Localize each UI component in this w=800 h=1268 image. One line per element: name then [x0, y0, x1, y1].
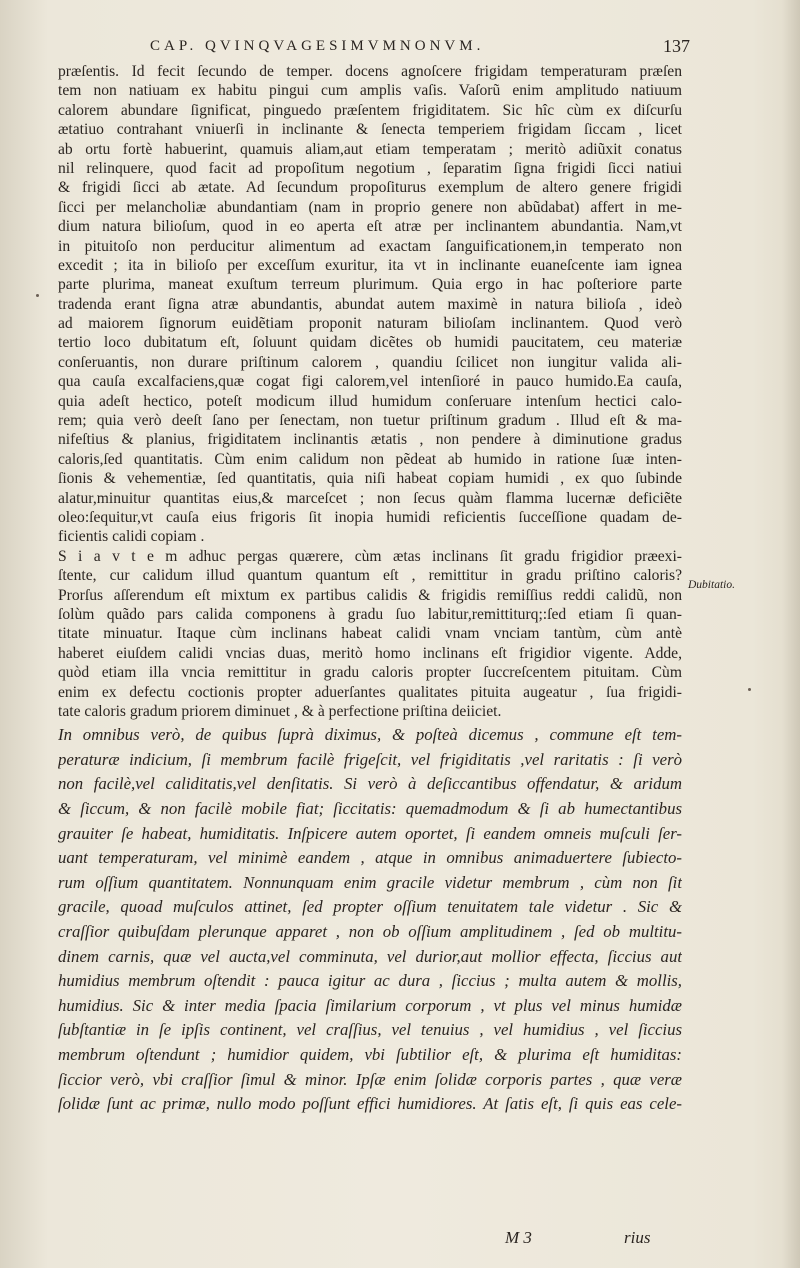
body-text: [58, 62, 682, 1117]
italic-text-line: humidius membrum oſtendit : pauca igitur ac dura , ſiccius ; multa autem & mollis,: [58, 971, 682, 991]
text-line: quia adeſt hectico, poteſt modicum illud humidum conſeruare intenſum hectici calo-: [58, 392, 682, 410]
italic-text-line: uant temperaturam, vel minimè eandem , atque in omnibus animaduertere ſubiecto-: [58, 848, 682, 868]
text-line: ætatiuo contrahant vniuerſi in inclinante & ſenecta temperiem frigidam ſiccam , licet: [58, 121, 682, 139]
text-line: alatur,minuitur quantitas eius,& marceſcet ; non ſecus quàm flamma lucernæ deficiẽte: [58, 489, 682, 507]
page-number: 137: [663, 36, 690, 56]
text-line: nil relinquere, quod facit ad propoſitum negotium , ſeparatim ſigna frigidi ſicci natiui: [58, 159, 682, 177]
roman-text-block: [58, 62, 682, 721]
running-title: CAP. QVINQVAGESIMVMNONVM.: [150, 38, 485, 54]
text-line: oleo:ſequitur,vt cauſa eius frigoris ſit inopia humidi reficientis ſucceſſione quadam de-: [58, 508, 682, 526]
text-line: S i a v t e m adhuc pergas quærere, cùm ætas inclinans ſit gradu frigidior præexi-: [58, 547, 682, 565]
italic-text-line: ſolidæ ſunt ac primæ, nullo modo poſſunt effici humidiores. At ſatis eſt, ſi quis eas cele-: [58, 1094, 682, 1114]
text-line: titate minuatur. Itaque cùm inclinans habeat calidi vnam vnciam tantùm, cùm antè: [58, 625, 682, 643]
text-line: rem; quia verò deeſt ſano per ſenectam, non tuetur priſtinum gradum . Illud eſt & ma-: [58, 412, 682, 430]
italic-text-line: non facilè,vel caliditatis,vel denſitatis. Si verò à deſiccantibus offendatur, & aridum: [58, 774, 682, 794]
italic-text-line: peraturæ indicium, ſi membrum facilè frigeſcit, vel frigiditatis ,vel raritatis : ſi verò: [58, 749, 682, 769]
text-line: quòd etiam illa vncia remittitur in gradu caloris propter ſuccreſcentem pituitam. Cùm: [58, 664, 682, 682]
italic-text-line: rum oſſium quantitatem. Nonnunquam enim gracile videtur membrum , cùm non ſit: [58, 872, 682, 892]
text-line: & frigidi ſicci ab ætate. Ad ſecundum propoſiturus exemplum de altero genere frigidi: [58, 179, 682, 197]
text-line: ab ortu fortè habuerint, quamuis aliam,aut etiam temperatam ; meritò adiũxit conatus: [58, 140, 682, 158]
text-line: ſolùm quãdo pars calida componens à gradu ſuo labitur,remittiturq;:ſed etiam ſi quan-: [58, 605, 682, 623]
text-line: dium natura bilioſum, quod in eo aperta eſt atræ per inclinantem abundantia. Nam,vt: [58, 218, 682, 236]
catchword: rius: [624, 1228, 651, 1247]
italic-text-line: gracile, quoad muſculos attinet, ſed propter oſſium tenuitatem tale videtur . Sic &: [58, 897, 682, 917]
text-line: præſentis. Id fecit ſecundo de temper. docens agnoſcere frigidam temperaturam præſen: [58, 63, 682, 80]
italic-text-line: ſiccior verò, vbi craſſior ſimul & minor. Ipſæ enim ſolidæ corporis partes , quæ veræ: [58, 1069, 682, 1089]
text-line: excedit ; ita in bilioſo per exceſſum exuritur, ita vt in inclinante euaneſcente iam ignea: [58, 256, 682, 274]
text-line: caloris,ſed quantitatis. Cùm enim calidum non pẽdeat ab humido in ratione ſuæ inten-: [58, 450, 682, 468]
text-line: haberet eiuſdem calidi vncias duas, meritò homo inclinans eſt frigidior vigente. Adde,: [58, 644, 682, 662]
text-line: conſeruantis, non durare priſtinum calorem , quandiu ſcilicet non iungitur valida ali-: [58, 353, 682, 371]
ink-speck: [748, 688, 751, 691]
signature-mark: M 3: [505, 1228, 532, 1247]
text-line: tradenda erant ſigna atræ abundantis, abundat autem maximè in natura bilioſa , ideò: [58, 295, 682, 313]
italic-text-line: grauiter ſe habeat, humiditatis. Inſpicere autem oportet, ſi eandem omneis muſculi ſer-: [58, 823, 682, 843]
italic-text-line: ſubſtantiæ in ſe ipſis continent, vel craſſius, vel tenuius , vel humidius , vel ſiccius: [58, 1020, 682, 1040]
marginal-note: Dubitatio.: [688, 579, 735, 591]
text-line: ſtente, cur calidum illud quantum quantum eſt , remittitur in gradu priſtino caloris?: [58, 567, 682, 585]
text-line: nifeſtius & planius, frigiditatem inclinantis ætatis , non pendere à diminutione gradus: [58, 431, 682, 449]
page-header: [150, 34, 690, 58]
text-line: Prorſus aſſerendum eſt mixtum ex partibus calidis & frigidis remiſſius reddi calidũ, non: [58, 586, 682, 604]
italic-text-line: & ſiccum, & non facilè mobile fiat; ſiccitatis: quemadmodum & ſi ab humectantibus: [58, 799, 682, 819]
text-line: tem non natiuam ex habitu pingui cum amplis vaſis. Vaſorũ enim amplitudo natiuum: [58, 82, 682, 100]
text-line: ficientis calidi copiam .: [58, 528, 205, 546]
italic-text-line: In omnibus verò, de quibus ſuprà diximus, & poſteà dicemus , commune eſt tem-: [58, 725, 682, 745]
italic-text-line: craſſior quibuſdam plerunque apparet , non ob oſſium amplitudinem , ſed ob multitu-: [58, 922, 682, 942]
text-line: calorem abundare ſignificat, pinguedo præſentem frigiditatem. Sic hîc cùm ex diſcurſu: [58, 101, 682, 119]
ink-speck: [36, 294, 39, 297]
italic-text-block: [58, 723, 682, 1117]
text-line: parte plurima, maneat exuſtum terreum plurimum. Quia ergo in hac poſteriore parte: [58, 276, 682, 294]
text-line: ſionis & vehementiæ, ſed quantitatis, quia niſi habeat copiam humidi , ex quo ſubinde: [58, 470, 682, 488]
italic-text-line: dinem carnis, quæ vel aucta,vel comminuta, vel durior,aut mollior effecta, ſiccius aut: [58, 946, 682, 966]
text-line: in pituitoſo non perducitur alimentum ad exactam ſanguificationem,in temperato non: [58, 237, 682, 255]
page-footer: [0, 1228, 800, 1252]
italic-text-line: membrum oſtendunt ; humidior quidem, vbi ſubtilior eſt, & plurima eſt humiditas:: [58, 1045, 682, 1064]
text-line: ſicci per melancholiæ abundantiam (nam in proprio genere non abũdabat) affert in me-: [58, 198, 682, 216]
text-line: enim ex defectu coctionis propter aduerſantes qualitates pituita augeatur , ſua frigidi-: [58, 683, 682, 701]
page-edge-shadow: [782, 0, 800, 1268]
text-line: tate caloris gradum priorem diminuet , & à perfectione priſtina deiiciet.: [58, 702, 502, 720]
text-line: tertio loco dubitatum eſt, ſoluunt quidam dicẽtes ob humidi paucitatem, ceu materiæ: [58, 334, 682, 352]
italic-text-line: humidius. Sic & inter media ſpacia ſimilarium corporum , vt plus vel minus humidæ: [58, 995, 682, 1015]
text-line: qua cauſa excalfaciens,quæ cogat figi calorem,vel intenſioré in pauco humido.Ea cauſa,: [58, 373, 682, 391]
text-line: ad maiorem ſignorum euidẽtiam proponit naturam bilioſam inclinantem. Quod verò: [58, 315, 682, 333]
